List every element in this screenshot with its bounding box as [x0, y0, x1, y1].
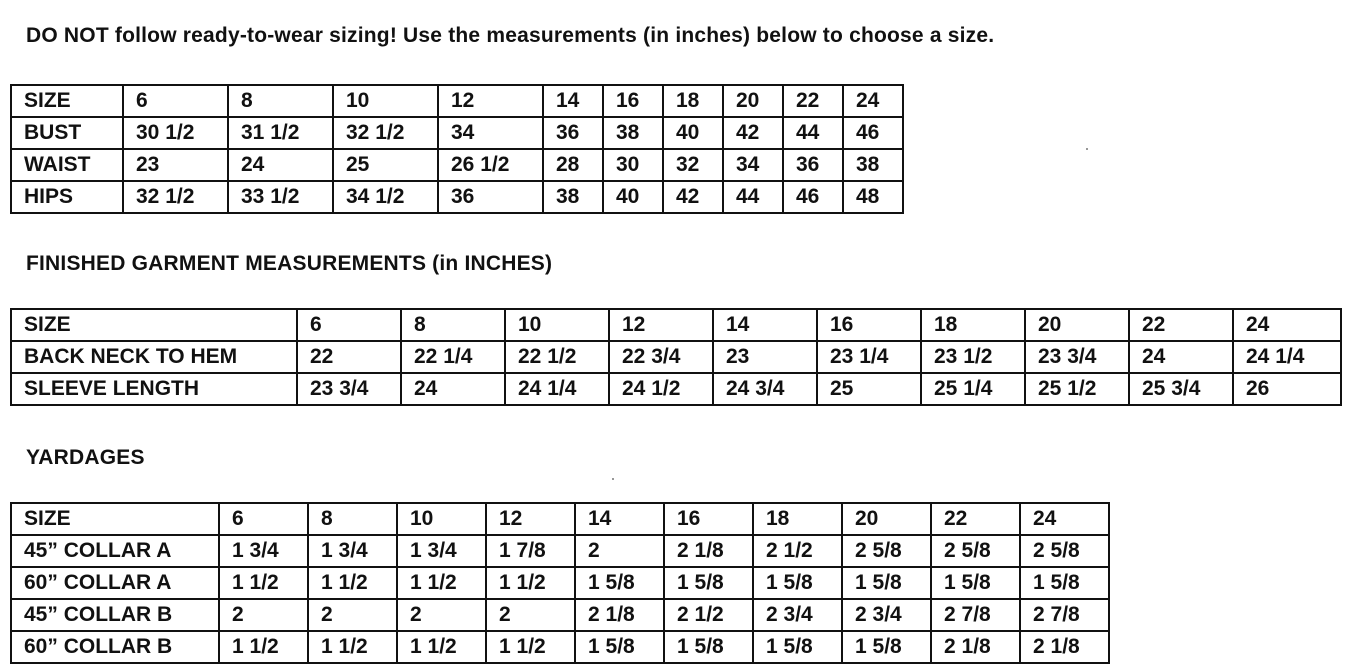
scan-speck — [612, 478, 614, 480]
table-cell: 24 1/4 — [1233, 341, 1341, 373]
table-cell: 46 — [783, 181, 843, 213]
size-header-cell: 14 — [575, 503, 664, 535]
table-cell: 2 5/8 — [842, 535, 931, 567]
table-cell: 2 5/8 — [931, 535, 1020, 567]
size-header-cell: 18 — [921, 309, 1025, 341]
yardages-heading: YARDAGES — [26, 446, 145, 469]
table-cell: 1 3/4 — [219, 535, 308, 567]
table-cell: 36 — [543, 117, 603, 149]
table-row — [11, 309, 1341, 341]
table-cell: 30 — [603, 149, 663, 181]
size-header-cell: 22 — [1129, 309, 1233, 341]
table-cell: 2 5/8 — [1020, 535, 1109, 567]
size-header-cell: 6 — [123, 85, 228, 117]
table-cell: 2 1/2 — [664, 599, 753, 631]
size-header-cell: 22 — [931, 503, 1020, 535]
row-label: 45” COLLAR A — [11, 535, 219, 567]
table-cell: 34 1/2 — [333, 181, 438, 213]
table-cell: 25 — [333, 149, 438, 181]
size-header-cell: 18 — [753, 503, 842, 535]
table-cell: 48 — [843, 181, 903, 213]
table-cell: 32 1/2 — [333, 117, 438, 149]
size-header-cell: 10 — [397, 503, 486, 535]
table-cell: 2 3/4 — [842, 599, 931, 631]
size-header-cell: 8 — [308, 503, 397, 535]
table-cell: 32 — [663, 149, 723, 181]
table-cell: 1 5/8 — [664, 567, 753, 599]
row-label: 60” COLLAR A — [11, 567, 219, 599]
table-cell: 1 5/8 — [753, 631, 842, 663]
table-cell: 24 3/4 — [713, 373, 817, 405]
size-header-cell: 20 — [842, 503, 931, 535]
table-cell: 24 — [228, 149, 333, 181]
table-cell: 23 — [123, 149, 228, 181]
body-measurements-table — [10, 84, 904, 214]
table-cell: 25 — [817, 373, 921, 405]
table-cell: 1 5/8 — [664, 631, 753, 663]
size-header-cell: 16 — [817, 309, 921, 341]
row-label: 45” COLLAR B — [11, 599, 219, 631]
table-cell: 1 5/8 — [575, 567, 664, 599]
table-cell: 36 — [438, 181, 543, 213]
finished-garment-table — [10, 308, 1342, 406]
table-row — [11, 149, 903, 181]
row-label: 60” COLLAR B — [11, 631, 219, 663]
table-row — [11, 373, 1341, 405]
table-cell: 1 5/8 — [1020, 567, 1109, 599]
size-header-cell: 6 — [219, 503, 308, 535]
table-row — [11, 181, 903, 213]
table-cell: 1 5/8 — [931, 567, 1020, 599]
table-cell: 28 — [543, 149, 603, 181]
size-header-cell: 20 — [1025, 309, 1129, 341]
table-cell: 2 1/8 — [931, 631, 1020, 663]
table-cell: 22 1/2 — [505, 341, 609, 373]
table-cell: 22 — [297, 341, 401, 373]
row-label: BACK NECK TO HEM — [11, 341, 297, 373]
table-cell: 1 7/8 — [486, 535, 575, 567]
size-header-cell: 14 — [543, 85, 603, 117]
table-cell: 1 1/2 — [397, 567, 486, 599]
table-cell: 1 5/8 — [842, 631, 931, 663]
table-cell: 25 1/2 — [1025, 373, 1129, 405]
table-cell: 1 5/8 — [842, 567, 931, 599]
size-header-cell: 10 — [505, 309, 609, 341]
table-cell: 22 1/4 — [401, 341, 505, 373]
table-row — [11, 535, 1109, 567]
table-cell: 2 1/8 — [575, 599, 664, 631]
table-row — [11, 341, 1341, 373]
table-cell: 40 — [603, 181, 663, 213]
size-header-cell: 16 — [603, 85, 663, 117]
table-cell: 1 5/8 — [753, 567, 842, 599]
table-cell: 38 — [543, 181, 603, 213]
table-cell: 22 3/4 — [609, 341, 713, 373]
table-row — [11, 503, 1109, 535]
size-header-cell: 10 — [333, 85, 438, 117]
size-header-cell: 8 — [401, 309, 505, 341]
table-row — [11, 567, 1109, 599]
table-cell: 1 1/2 — [308, 631, 397, 663]
table-cell: 23 — [713, 341, 817, 373]
table-cell: 2 — [575, 535, 664, 567]
table-cell: 30 1/2 — [123, 117, 228, 149]
table-cell: 1 3/4 — [397, 535, 486, 567]
table-cell: 1 1/2 — [486, 631, 575, 663]
table-cell: 34 — [438, 117, 543, 149]
table-cell: 32 1/2 — [123, 181, 228, 213]
scan-speck — [1086, 148, 1088, 150]
table-cell: 1 1/2 — [397, 631, 486, 663]
table-cell: 36 — [783, 149, 843, 181]
row-label: SIZE — [11, 503, 219, 535]
table-cell: 2 1/8 — [664, 535, 753, 567]
table-cell: 26 1/2 — [438, 149, 543, 181]
table-row — [11, 117, 903, 149]
size-header-cell: 20 — [723, 85, 783, 117]
table-cell: 23 3/4 — [1025, 341, 1129, 373]
size-header-cell: 6 — [297, 309, 401, 341]
table-cell: 25 3/4 — [1129, 373, 1233, 405]
table-cell: 26 — [1233, 373, 1341, 405]
table-cell: 42 — [663, 181, 723, 213]
size-header-cell: 12 — [486, 503, 575, 535]
table-cell: 2 — [397, 599, 486, 631]
table-cell: 24 — [1129, 341, 1233, 373]
row-label: WAIST — [11, 149, 123, 181]
size-header-cell: 24 — [843, 85, 903, 117]
table-cell: 2 — [486, 599, 575, 631]
table-cell: 24 1/2 — [609, 373, 713, 405]
size-header-cell: 18 — [663, 85, 723, 117]
table-cell: 2 1/2 — [753, 535, 842, 567]
table-cell: 31 1/2 — [228, 117, 333, 149]
table-cell: 33 1/2 — [228, 181, 333, 213]
size-header-cell: 24 — [1233, 309, 1341, 341]
table-row — [11, 599, 1109, 631]
row-label: HIPS — [11, 181, 123, 213]
table-cell: 44 — [723, 181, 783, 213]
size-header-cell: 22 — [783, 85, 843, 117]
table-cell: 34 — [723, 149, 783, 181]
table-cell: 1 1/2 — [486, 567, 575, 599]
table-cell: 2 — [308, 599, 397, 631]
table-cell: 1 1/2 — [219, 567, 308, 599]
table-cell: 2 7/8 — [931, 599, 1020, 631]
table-cell: 40 — [663, 117, 723, 149]
table-cell: 38 — [843, 149, 903, 181]
table-cell: 23 1/2 — [921, 341, 1025, 373]
table-cell: 46 — [843, 117, 903, 149]
row-label: SLEEVE LENGTH — [11, 373, 297, 405]
table-cell: 24 1/4 — [505, 373, 609, 405]
table-cell: 23 1/4 — [817, 341, 921, 373]
table-cell: 24 — [401, 373, 505, 405]
table-row — [11, 631, 1109, 663]
table-cell: 42 — [723, 117, 783, 149]
table-cell: 38 — [603, 117, 663, 149]
intro-heading: DO NOT follow ready-to-wear sizing! Use the measurements (in inches) below to choose a size. — [26, 24, 995, 47]
table-cell: 2 7/8 — [1020, 599, 1109, 631]
table-row — [11, 85, 903, 117]
table-cell: 1 5/8 — [575, 631, 664, 663]
yardages-table — [10, 502, 1110, 664]
size-header-cell: 8 — [228, 85, 333, 117]
size-header-cell: 24 — [1020, 503, 1109, 535]
size-header-cell: 12 — [609, 309, 713, 341]
row-label: SIZE — [11, 85, 123, 117]
table-cell: 2 3/4 — [753, 599, 842, 631]
table-cell: 2 — [219, 599, 308, 631]
size-header-cell: 16 — [664, 503, 753, 535]
table-cell: 23 3/4 — [297, 373, 401, 405]
table-cell: 1 1/2 — [308, 567, 397, 599]
size-header-cell: 14 — [713, 309, 817, 341]
table-cell: 44 — [783, 117, 843, 149]
row-label: SIZE — [11, 309, 297, 341]
table-cell: 25 1/4 — [921, 373, 1025, 405]
size-header-cell: 12 — [438, 85, 543, 117]
table-cell: 2 1/8 — [1020, 631, 1109, 663]
table-cell: 1 3/4 — [308, 535, 397, 567]
table-cell: 1 1/2 — [219, 631, 308, 663]
finished-garment-heading: FINISHED GARMENT MEASUREMENTS (in INCHES) — [26, 252, 553, 275]
row-label: BUST — [11, 117, 123, 149]
